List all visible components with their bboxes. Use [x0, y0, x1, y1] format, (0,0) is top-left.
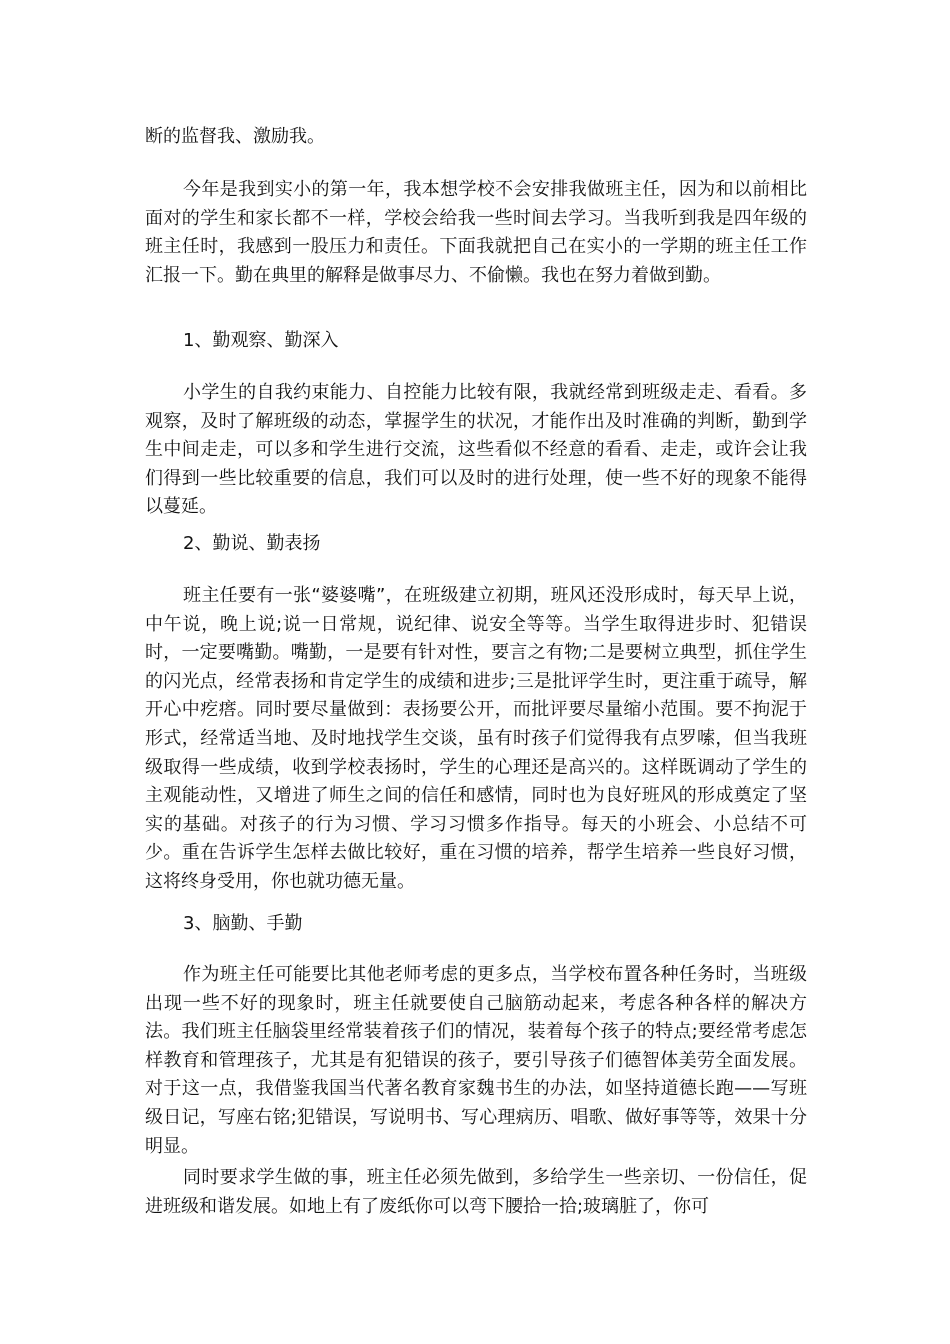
section-heading-praise: 2、勤说、勤表扬	[183, 533, 321, 554]
paragraph-think: 作为班主任可能要比其他老师考虑的更多点，当学校布置各种任务时，当班级出现一些不好的现象时，班主任就要使自己脑筋动起来，考虑各种各样的解决方法。我们班主任脑袋里经常装着孩子们的情况，装着每个孩子的特点;要经常考虑怎样教育和管理孩子，尤其是有犯错误的孩子，要引导孩子们德智体美劳全面发展。对于这一点，我借鉴我国当代著名教育家魏书生的办法，如坚持道德长跑——写班级日记，写座右铭;犯错误，写说明书、写心理病历、唱歌、做好事等等，效果十分明显。	[145, 964, 807, 1157]
paragraph-observe: 小学生的自我约束能力、自控能力比较有限，我就经常到班级走走、看看。多观察，及时了解班级的动态，掌握学生的状况，才能作出及时准确的判断，勤到学生中间走走，可以多和学生进行交流，这些看似不经意的看看、走走，或许会让我们得到一些比较重要的信息，我们可以及时的进行处理，使一些不好的现象不能得以蔓延。	[145, 382, 807, 518]
paragraph-continued-intro: 断的监督我、激励我。	[145, 126, 325, 147]
paragraph-praise: 班主任要有一张“婆婆嘴”，在班级建立初期，班风还没形成时，每天早上说，中午说，晚上说;说一日常规，说纪律、说安全等等。当学生取得进步时、犯错误时，一定要嘴勤。嘴勤，一是要有针对性，要言之有物;二是要树立典型，抓住学生的闪光点，经常表扬和肯定学生的成绩和进步;三是批评学生时，更注重于疏导，解开心中疙瘩。同时要尽量做到：表扬要公开，而批评要尽量缩小范围。要不拘泥于形式，经常适当地、及时地找学生交谈，虽有时孩子们觉得我有点罗嗦，但当我班级取得一些成绩，收到学校表扬时，学生的心理还是高兴的。这样既调动了学生的主观能动性，又增进了师生之间的信任和感情，同时也为良好班风的形成奠定了坚实的基础。对孩子的行为习惯、学习习惯多作指导。每天的小班会、小总结不可少。重在告诉学生怎样去做比较好，重在习惯的培养，帮学生培养一些良好习惯，这将终身受用，你也就功德无量。	[145, 585, 807, 892]
paragraph-lead-by-example: 同时要求学生做的事，班主任必须先做到，多给学生一些亲切、一份信任，促进班级和谐发展。如地上有了废纸你可以弯下腰拾一拾;玻璃脏了，你可	[145, 1167, 807, 1217]
section-heading-think: 3、脑勤、手勤	[183, 913, 303, 934]
section-heading-observe: 1、勤观察、勤深入	[183, 330, 339, 351]
paragraph-first-year: 今年是我到实小的第一年，我本想学校不会安排我做班主任，因为和以前相比面对的学生和家长都不一样，学校会给我一些时间去学习。当我听到我是四年级的班主任时，我感到一股压力和责任。下面我就把自己在实小的一学期的班主任工作汇报一下。勤在典里的解释是做事尽力、不偷懒。我也在努力着做到勤。	[145, 179, 807, 286]
